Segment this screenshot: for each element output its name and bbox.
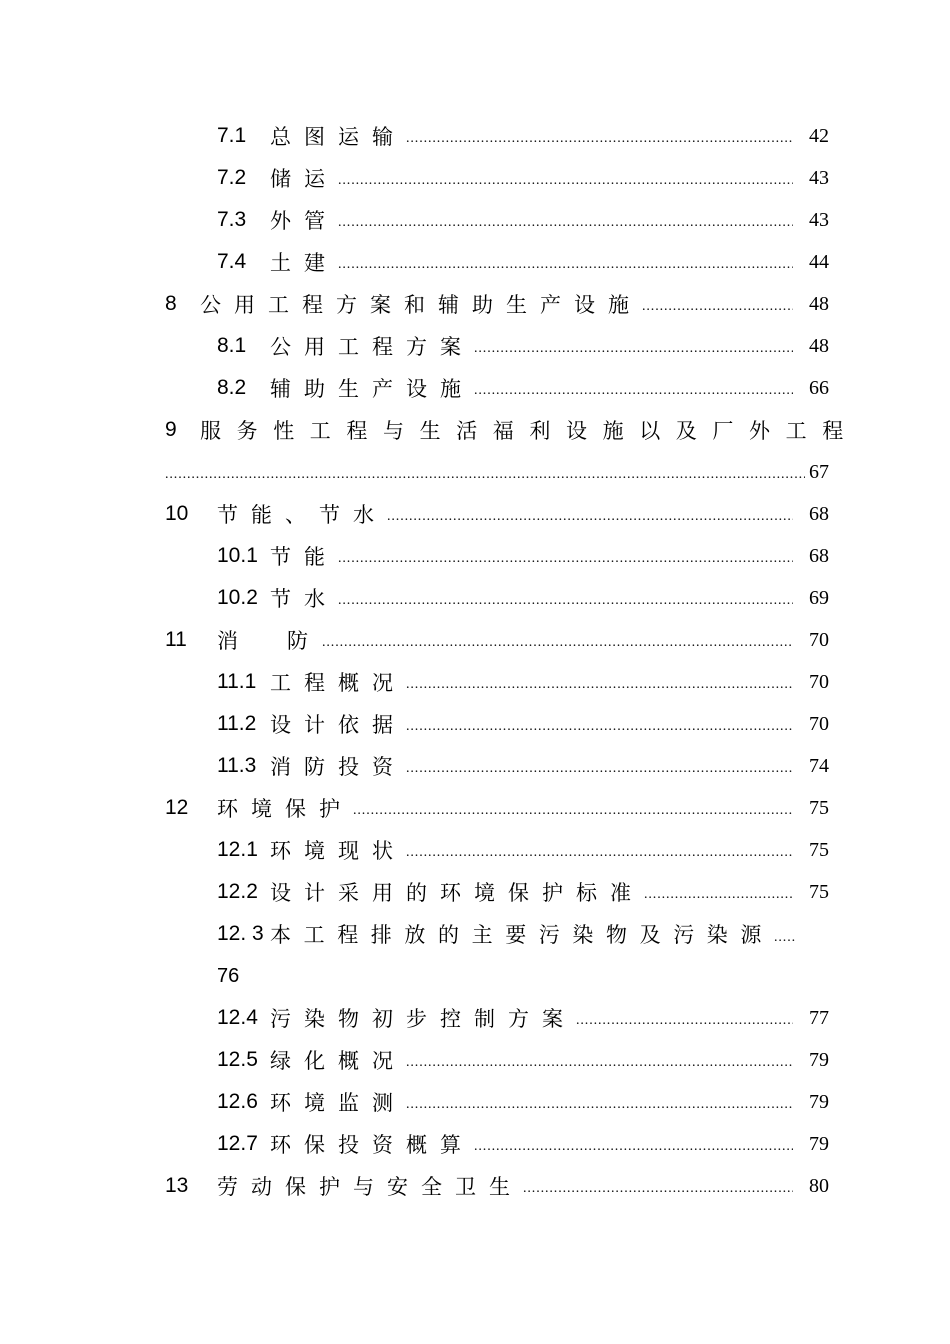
toc-entry-8[interactable]	[165, 283, 829, 325]
leader-dots	[576, 1008, 793, 1029]
section-title: 辅助生产设施	[270, 377, 474, 401]
section-title: 节能	[270, 545, 338, 569]
page-number: 70	[809, 670, 829, 693]
page-number: 70	[809, 712, 829, 735]
section-title: 本工程排放的主要污染物及污染源	[270, 923, 774, 947]
page-number: 68	[809, 502, 829, 525]
toc-entry-12-7[interactable]	[165, 1123, 829, 1165]
section-number: 11.1	[217, 670, 257, 693]
section-title: 工程概况	[270, 671, 406, 695]
section-title: 绿化概况	[270, 1049, 406, 1073]
section-number: 9	[165, 418, 177, 441]
toc-entry-7-2[interactable]	[165, 157, 829, 199]
toc-entry-12-4[interactable]	[165, 997, 829, 1039]
page-number: 80	[809, 1174, 829, 1197]
page-number: 79	[809, 1132, 829, 1155]
toc-entry-9-continuation[interactable]	[165, 451, 829, 493]
section-title: 设计依据	[270, 713, 406, 737]
section-title: 设计采用的环境保护标准	[270, 881, 644, 905]
leader-dots	[165, 462, 805, 483]
toc-entry-12-6[interactable]	[165, 1081, 829, 1123]
section-number: 12. 3	[217, 922, 264, 945]
toc-entry-12-1[interactable]	[165, 829, 829, 871]
section-number: 7.2	[217, 166, 247, 189]
leader-dots	[406, 756, 793, 777]
section-title: 公用工程方案和辅助生产设施	[200, 293, 642, 317]
toc-entry-13[interactable]	[165, 1165, 829, 1207]
section-number: 8.1	[217, 334, 247, 357]
section-title: 节能、节水	[217, 503, 387, 527]
section-number: 12.2	[217, 880, 258, 903]
leader-dots	[523, 1176, 793, 1197]
toc-entry-12-2[interactable]	[165, 871, 829, 913]
toc-entry-10-1[interactable]	[165, 535, 829, 577]
toc-entry-7-1[interactable]	[165, 115, 829, 157]
page-number: 79	[809, 1090, 829, 1113]
leader-dots	[338, 210, 793, 231]
section-number: 12.6	[217, 1090, 258, 1113]
section-title: 储运	[270, 167, 338, 191]
section-number: 8.2	[217, 376, 247, 399]
section-title: 节水	[270, 587, 338, 611]
section-number: 11	[165, 628, 187, 651]
leader-dots	[474, 336, 793, 357]
section-number: 7.4	[217, 250, 247, 273]
section-title: 总图运输	[270, 125, 406, 149]
page-number: 75	[809, 796, 829, 819]
leader-dots	[353, 798, 793, 819]
page-number: 43	[809, 208, 829, 231]
section-title: 土建	[270, 251, 338, 275]
leader-dots	[406, 840, 793, 861]
toc-entry-9[interactable]	[165, 409, 859, 451]
page-number: 48	[809, 334, 829, 357]
page-number: 69	[809, 586, 829, 609]
page-number: 75	[809, 880, 829, 903]
toc-entry-12-3-continuation[interactable]	[165, 955, 829, 997]
toc-entry-11[interactable]	[165, 619, 829, 661]
table-of-contents	[165, 115, 859, 1207]
section-number: 7.3	[217, 208, 247, 231]
section-title: 环境现状	[270, 839, 406, 863]
section-title: 环境保护	[217, 797, 353, 821]
toc-entry-11-2[interactable]	[165, 703, 829, 745]
leader-dots	[406, 126, 793, 147]
leader-dots	[406, 1050, 793, 1071]
page-number: 44	[809, 250, 829, 273]
page-number: 66	[809, 376, 829, 399]
section-number: 10.2	[217, 586, 258, 609]
leader-dots: .....	[774, 930, 796, 945]
toc-entry-10[interactable]	[165, 493, 829, 535]
leader-dots	[338, 168, 793, 189]
section-title: 环保投资概算	[270, 1133, 474, 1157]
toc-entry-12-5[interactable]	[165, 1039, 829, 1081]
page-number: 75	[809, 838, 829, 861]
section-number: 10	[165, 502, 189, 525]
leader-dots	[474, 378, 793, 399]
section-title: 公用工程方案	[270, 335, 474, 359]
section-number: 11.2	[217, 712, 257, 735]
page-number: 42	[809, 124, 829, 147]
page-number: 77	[809, 1006, 829, 1029]
page-number: 79	[809, 1048, 829, 1071]
page-number: 74	[809, 754, 829, 777]
section-title: 外管	[270, 209, 338, 233]
section-title: 环境监测	[270, 1091, 406, 1115]
page-number: 68	[809, 544, 829, 567]
leader-dots	[474, 1134, 793, 1155]
toc-entry-10-2[interactable]	[165, 577, 829, 619]
section-number: 8	[165, 292, 177, 315]
section-number: 12.5	[217, 1048, 258, 1071]
toc-entry-11-1[interactable]	[165, 661, 829, 703]
section-number: 13	[165, 1174, 189, 1197]
page-number: 48	[809, 292, 829, 315]
section-number: 12	[165, 796, 189, 819]
toc-entry-12[interactable]	[165, 787, 829, 829]
section-title: 污染物初步控制方案	[270, 1007, 576, 1031]
page-number: 76	[217, 964, 240, 987]
toc-entry-8-2[interactable]	[165, 367, 829, 409]
page-number: 67	[809, 460, 829, 483]
section-number: 12.7	[217, 1132, 258, 1155]
leader-dots	[322, 630, 793, 651]
leader-dots	[406, 714, 793, 735]
leader-dots	[642, 294, 793, 315]
section-title: 消防投资	[270, 755, 406, 779]
section-number: 10.1	[217, 544, 258, 567]
section-number: 12.1	[217, 838, 258, 861]
toc-entry-7-4[interactable]	[165, 241, 829, 283]
section-title: 劳动保护与安全卫生	[217, 1175, 523, 1199]
section-number: 11.3	[217, 754, 257, 777]
toc-entry-11-3[interactable]	[165, 745, 829, 787]
section-title: 消 防	[217, 629, 322, 653]
leader-dots	[338, 252, 793, 273]
toc-entry-8-1[interactable]	[165, 325, 829, 367]
leader-dots	[338, 588, 793, 609]
page-number: 70	[809, 628, 829, 651]
section-number: 7.1	[217, 124, 247, 147]
leader-dots	[387, 504, 793, 525]
section-title: 服务性工程与生活福利设施以及厂外工程	[200, 419, 859, 443]
leader-dots	[644, 882, 793, 903]
toc-entry-12-3[interactable]	[165, 913, 829, 955]
toc-entry-7-3[interactable]	[165, 199, 829, 241]
leader-dots	[338, 546, 793, 567]
section-number: 12.4	[217, 1006, 258, 1029]
leader-dots	[406, 672, 793, 693]
leader-dots	[406, 1092, 793, 1113]
page-number: 43	[809, 166, 829, 189]
